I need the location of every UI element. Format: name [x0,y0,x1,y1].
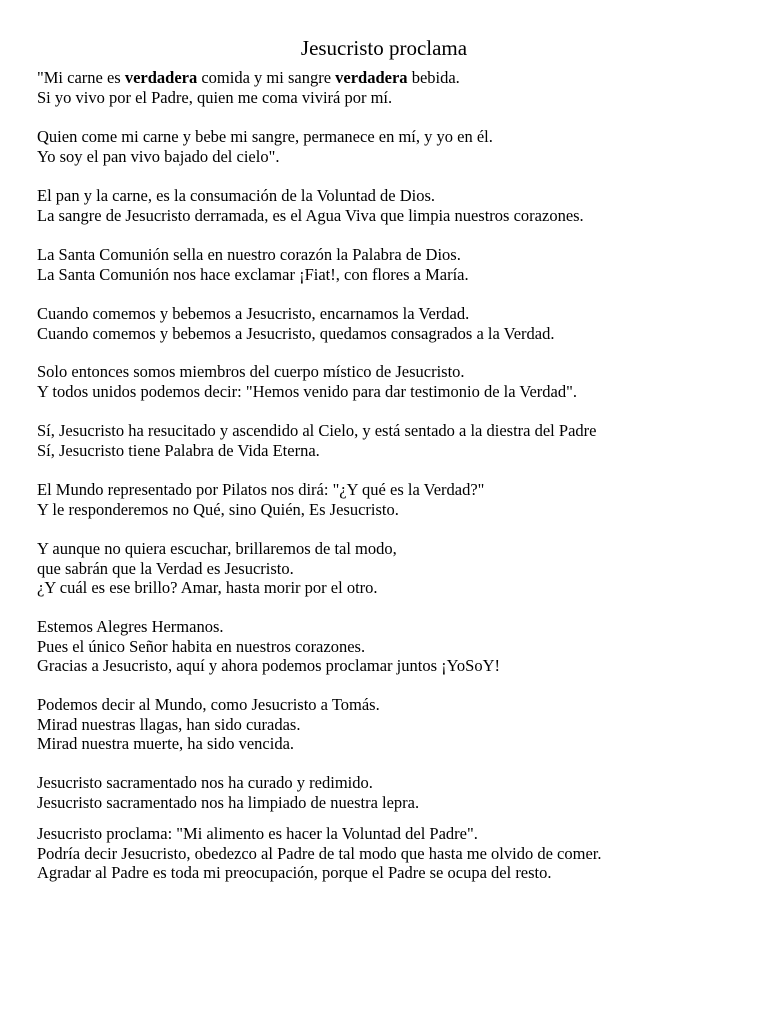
stanza-line: Yo soy el pan vivo bajado del cielo". [37,146,280,166]
stanza-line: que sabrán que la Verdad es Jesucristo. [37,558,294,578]
stanza-line: Podemos decir al Mundo, como Jesucristo a Tomás. [37,695,380,714]
stanza-line: Gracias a Jesucristo, aquí y ahora podemos proclamar juntos ¡YoSoY! [37,656,500,676]
stanza-line: Agradar al Padre es toda mi preocupación, porque el Padre se ocupa del resto. [37,863,552,883]
stanza-3 [37,186,737,225]
stanza-line: La Santa Comunión sella en nuestro corazón la Palabra de Dios. [37,245,461,264]
stanza-4 [37,245,737,284]
line-text: comida y mi sangre [197,68,336,87]
stanza-12 [37,773,737,812]
stanza-line: La sangre de Jesucristo derramada, es el Agua Viva que limpia nuestros corazones. [37,205,584,225]
stanza-11 [37,695,737,754]
stanza-line: Y todos unidos podemos decir: "Hemos venido para dar testimonio de la Verdad". [37,381,577,401]
stanza-5 [37,304,737,343]
stanza-line: Jesucristo proclama: "Mi alimento es hacer la Voluntad del Padre". [37,824,478,843]
stanza-line: ¿Y cuál es ese brillo? Amar, hasta morir por el otro. [37,578,378,598]
stanza-9 [37,539,737,598]
stanza-line: Y aunque no quiera escuchar, brillaremos de tal modo, [37,539,397,558]
stanza-line: Jesucristo sacramentado nos ha limpiado de nuestra lepra. [37,792,420,812]
stanza-1 [37,68,737,107]
emphasis-text: verdadera [124,68,198,87]
stanza-line: Solo entonces somos miembros del cuerpo místico de Jesucristo. [37,362,465,381]
stanza-line: Estemos Alegres Hermanos. [37,617,224,636]
stanza-10 [37,617,737,676]
stanza-line: Sí, Jesucristo ha resucitado y ascendido al Cielo, y está sentado a la diestra del Padre [37,421,597,440]
stanza-7 [37,421,737,460]
stanza-line: El pan y la carne, es la consumación de la Voluntad de Dios. [37,186,436,205]
stanza-line: Mirad nuestras llagas, han sido curadas. [37,714,301,734]
stanza-line: La Santa Comunión nos hace exclamar ¡Fiat!, con flores a María. [37,264,469,284]
stanza-line [37,68,737,88]
stanza-line: Y le responderemos no Qué, sino Quién, Es Jesucristo. [37,499,399,519]
stanza-6 [37,362,737,401]
stanza-line: Cuando comemos y bebemos a Jesucristo, encarnamos la Verdad. [37,304,470,323]
stanza-line: Mirad nuestra muerte, ha sido vencida. [37,734,295,754]
stanza-8 [37,480,737,519]
emphasis-text: verdadera [335,68,408,87]
stanza-line: Si yo vivo por el Padre, quien me coma vivirá por mí. [37,87,393,107]
line-text: "Mi carne es [37,68,125,87]
stanza-line: El Mundo representado por Pilatos nos dirá: "¿Y qué es la Verdad?" [37,480,485,499]
stanza-13 [37,824,737,883]
page-title: Jesucristo proclama [300,36,468,60]
stanza-2 [37,127,737,166]
line-text: bebida. [407,68,460,87]
stanza-line: Pues el único Señor habita en nuestros corazones. [37,636,366,656]
stanza-line: Cuando comemos y bebemos a Jesucristo, quedamos consagrados a la Verdad. [37,323,555,343]
stanza-line: Podría decir Jesucristo, obedezco al Padre de tal modo que hasta me olvido de comer. [37,843,602,863]
stanza-line: Quien come mi carne y bebe mi sangre, permanece en mí, y yo en él. [37,127,493,146]
stanza-line: Sí, Jesucristo tiene Palabra de Vida Eterna. [37,440,320,460]
stanza-line: Jesucristo sacramentado nos ha curado y redimido. [37,773,373,792]
